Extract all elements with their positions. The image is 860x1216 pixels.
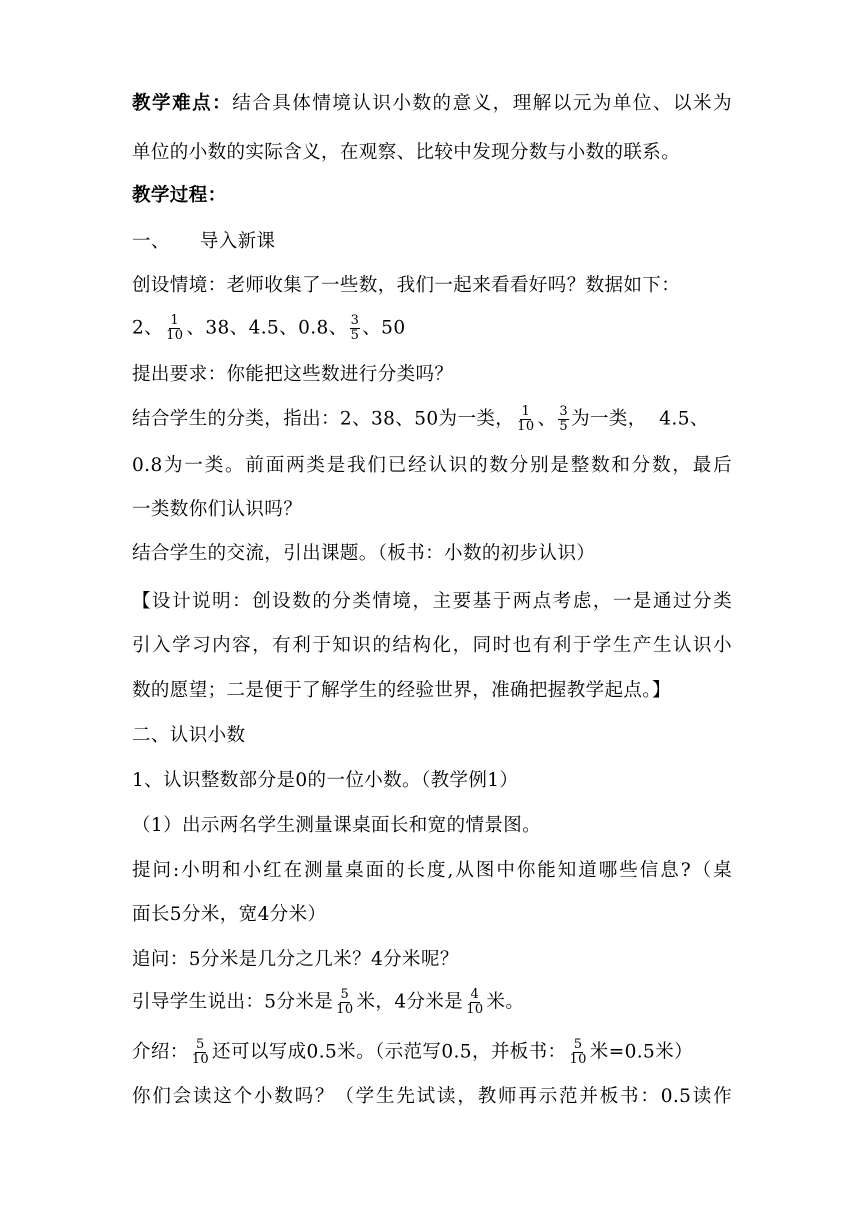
fraction-denominator: 10 <box>191 1052 210 1067</box>
fraction <box>165 314 184 343</box>
classify-text: 为一类， 4.5、 <box>571 408 709 430</box>
guide-text: 米。 <box>486 991 525 1013</box>
fraction <box>335 988 354 1017</box>
intro-text: 还可以写成0.5米。（示范写0.5，并板书： <box>212 1041 567 1063</box>
fraction <box>568 1038 587 1067</box>
section1-title: 导入新课 <box>199 231 276 252</box>
guide-text: 米，4分米是 <box>356 991 464 1013</box>
fraction-denominator: 10 <box>466 1002 484 1017</box>
read-line: 你们会读这个小数吗？（学生先试读，教师再示范并板书：0.5读作 <box>132 1086 732 1107</box>
fraction-numerator: 3 <box>559 404 569 419</box>
fraction-numerator: 1 <box>521 404 531 419</box>
fraction <box>465 988 484 1017</box>
classify-line-1 <box>132 405 732 434</box>
design-note-line-1: 【设计说明：创设数的分类情境，主要基于两点考虑，一是通过分类 <box>132 591 732 612</box>
classify-line-3: 一类数你们认识吗？ <box>132 499 303 520</box>
fraction-numerator: 5 <box>196 1037 205 1052</box>
fraction-numerator: 5 <box>573 1037 583 1052</box>
classify-line-2: 0.8为一类。前面两类是我们已经认识的数分别是整数和分数，最后 <box>132 455 732 476</box>
fraction-numerator: 3 <box>350 313 360 328</box>
fraction <box>558 405 569 434</box>
classify-text: 、 <box>537 408 557 430</box>
fraction <box>516 405 535 434</box>
difficulty-line-1 <box>132 90 732 118</box>
process-title: 教学过程： <box>132 185 227 206</box>
intro-line <box>132 1038 732 1067</box>
fraction <box>191 1038 210 1067</box>
fraction-denominator: 5 <box>350 328 360 343</box>
intro-text: 介绍： <box>132 1041 189 1063</box>
design-note-line-3: 数的愿望；二是便于了解学生的经验世界，准确把握教学起点。】 <box>132 680 671 701</box>
fraction-denominator: 5 <box>559 419 569 434</box>
difficulty-line-2: 单位的小数的实际含义，在观察、比较中发现分数与小数的联系。 <box>132 142 681 163</box>
intro-text: 米=0.5米） <box>589 1041 694 1063</box>
classify-text: 结合学生的分类，指出：2、38、50为一类， <box>132 408 515 430</box>
numbers-line <box>132 314 732 343</box>
fraction-denominator: 10 <box>517 419 535 434</box>
number-text: 、38、4.5、0.8、 <box>186 317 348 339</box>
guide-text: 引导学生说出：5分米是 <box>132 991 334 1013</box>
fraction-numerator: 4 <box>470 987 480 1002</box>
scenario-line: 创设情境：老师收集了一些数，我们一起来看看好吗？数据如下： <box>132 275 681 296</box>
number-text: 2、 <box>132 317 164 339</box>
section2-title: 二、认识小数 <box>132 725 246 746</box>
design-note-line-2: 引入学习内容，有利于知识的结构化，同时也有利于学生产生认识小 <box>132 635 732 656</box>
item1-line: 1、认识整数部分是0的一位小数。（教学例1） <box>132 770 519 791</box>
question-line-2: 面长5分米，宽4分米） <box>132 904 327 925</box>
request-line: 提出要求：你能把这些数进行分类吗？ <box>132 364 454 385</box>
fraction-numerator: 1 <box>170 313 180 328</box>
difficulty-label: 教学难点： <box>132 93 233 114</box>
question-line-1: 提问:小明和小红在测量桌面的长度,从图中你能知道哪些信息?（桌 <box>132 860 732 881</box>
section1-heading <box>132 228 732 256</box>
guide-line <box>132 988 732 1017</box>
difficulty-text-1: 结合具体情境认识小数的意义，理解以元为单位、以米为 <box>232 93 732 114</box>
section1-number: 一、 <box>132 231 170 252</box>
fraction-denominator: 10 <box>166 328 184 343</box>
item1-1-line: （1）出示两名学生测量课桌面长和宽的情景图。 <box>132 815 542 836</box>
fraction-numerator: 5 <box>340 987 350 1002</box>
number-text: 、50 <box>362 317 406 339</box>
fraction-denominator: 10 <box>336 1002 354 1017</box>
fraction-denominator: 10 <box>569 1052 587 1067</box>
followup-line: 追问：5分米是几分之几米？4分米呢？ <box>132 949 459 970</box>
fraction <box>350 314 361 343</box>
topic-line: 结合学生的交流，引出课题。（板书：小数的初步认识） <box>132 543 596 564</box>
